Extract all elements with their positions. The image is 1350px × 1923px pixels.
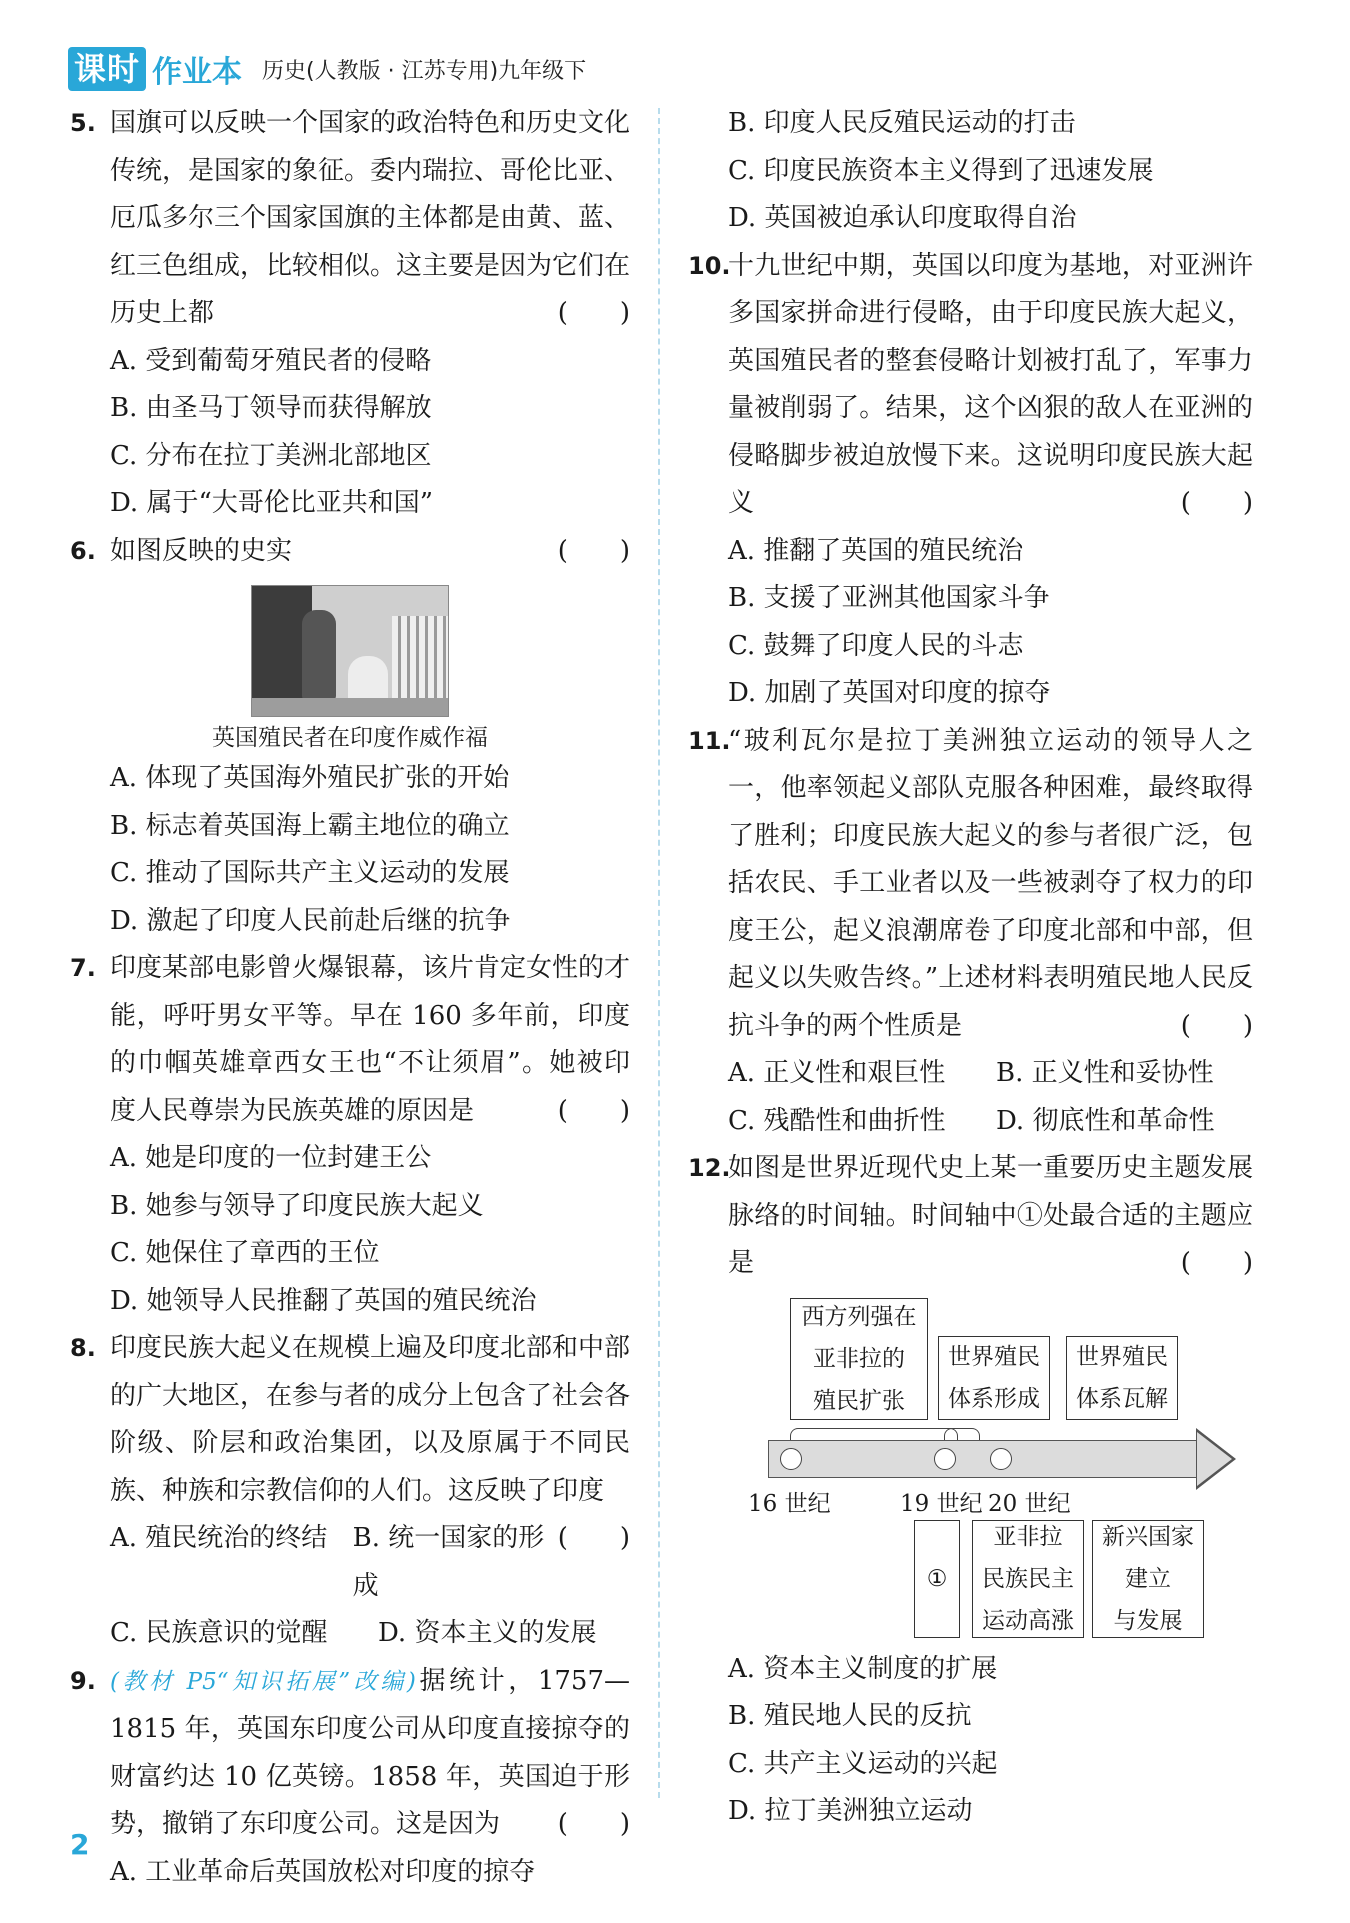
- question-stem: 如图是世界近现代史上某一重要历史主题发展脉络的时间轴。时间轴中①处最合适的主题应是 ( ): [728, 1145, 1253, 1288]
- option: B. 由圣马丁领导而获得解放: [110, 393, 432, 423]
- option: B. 标志着英国海上霸主地位的确立: [110, 810, 510, 841]
- option: B. 统一国家的形成: [352, 1523, 545, 1601]
- question-stem: 国旗可以反映一个国家的政治特色和历史文化传统，是国家的象征。委内瑞拉、哥伦比亚、厄瓜多尔三个国家国旗的主体都是由黄、蓝、红三色组成，比较相似。这主要是因为它们在历史上都 ( ): [110, 100, 630, 338]
- question-number: 12.: [688, 1154, 731, 1182]
- question-stem: 十九世纪中期，英国以印度为基地，对亚洲许多国家拼命进行侵略，由于印度民族大起义，英国殖民者的整套侵略计划被打乱了，军事力量被削弱了。结果，这个凶狠的敌人在亚洲的侵略脚步被迫放慢下来。这说明印度民族大起义 ( ): [728, 243, 1253, 528]
- timeline-label: 16 世纪: [748, 1490, 831, 1517]
- timeline-label: 19 世纪: [900, 1490, 983, 1517]
- timeline-box-colonial-expansion: 西方列强在 亚非拉的 殖民扩张: [790, 1298, 928, 1420]
- colonial-photo: [251, 585, 449, 717]
- option: A. 正义性和艰巨性: [728, 1058, 946, 1088]
- question-number: 11.: [688, 726, 731, 755]
- question-stem: 如图反映的史实 ( ): [110, 528, 630, 576]
- option: A. 资本主义制度的扩展: [728, 1653, 998, 1684]
- option: B. 印度人民反殖民运动的打击: [728, 108, 1076, 138]
- option: B. 支援了亚洲其他国家斗争: [728, 583, 1050, 613]
- left-column: [70, 100, 630, 1896]
- option: D. 拉丁美洲独立运动: [728, 1796, 973, 1826]
- answer-paren: ( ): [557, 535, 630, 566]
- timeline-node: [934, 1448, 956, 1470]
- option-row: [70, 1610, 630, 1658]
- timeline-label: 20 世纪: [988, 1490, 1071, 1517]
- figure-caption: 英国殖民者在印度作威作福: [212, 725, 488, 751]
- option: B. 殖民地人民的反抗: [728, 1701, 972, 1731]
- option: B. 正义性和妥协性: [996, 1058, 1214, 1088]
- question-11: [688, 718, 1253, 1051]
- timeline-diagram: [748, 1298, 1238, 1638]
- option: D. 属于“大哥伦比亚共和国”: [110, 488, 434, 518]
- answer-paren: ( ): [1180, 1010, 1253, 1041]
- question-5: [70, 100, 630, 338]
- option: C. 共产主义运动的兴起: [728, 1748, 998, 1779]
- timeline-box-system-collapsed: 世界殖民 体系瓦解: [1066, 1336, 1178, 1420]
- page-number: 2: [70, 1828, 90, 1861]
- question-10: [688, 243, 1253, 528]
- question-stem: 印度民族大起义在规模上遍及印度北部和中部的广大地区，在参与者的成分上包含了社会各阶级、阶层和政治集团，以及原属于不同民族、种族和宗教信仰的人们。这反映了印度 ( ): [110, 1325, 630, 1515]
- timeline-box-blank: ①: [914, 1520, 960, 1638]
- question-number: 10.: [688, 251, 731, 280]
- option: A. 受到葡萄牙殖民者的侵略: [110, 345, 432, 376]
- question-number: 9.: [70, 1666, 96, 1695]
- answer-paren: ( ): [1180, 488, 1253, 518]
- answer-paren: ( ): [1180, 1248, 1253, 1278]
- option: D. 激起了印度人民前赴后继的抗争: [110, 905, 511, 936]
- question-number: 6.: [70, 536, 96, 565]
- option-row: [688, 1050, 1253, 1098]
- option-row: [688, 1098, 1253, 1146]
- answer-paren: ( ): [557, 298, 630, 328]
- option: D. 英国被迫承认印度取得自治: [728, 203, 1077, 233]
- question-number: 7.: [70, 954, 96, 982]
- question-stem: “玻利瓦尔是拉丁美洲独立运动的领导人之一，他率领起义部队克服各种困难，最终取得了胜利；印度民族大起义的参与者很广泛，包括农民、手工业者以及一些被剥夺了权力的印度王公，起义浪潮席卷了印度北部和中部，但起义以失败告终。”上述材料表明殖民地人民反抗斗争的两个性质是 ( ): [728, 718, 1253, 1051]
- question-stem: (教材 P5“知识拓展”改编)据统计，1757—1815 年，英国东印度公司从印度直接掠夺的财富约达 10 亿英镑。1858 年，英国迫于形势，撤销了东印度公司。这是因为 ( ): [110, 1658, 630, 1849]
- option: A. 殖民统治的终结: [110, 1523, 328, 1553]
- option-row: [70, 1515, 550, 1610]
- option: C. 印度民族资本主义得到了迅速发展: [728, 155, 1154, 186]
- figure: [70, 585, 630, 755]
- question-number: 8.: [70, 1334, 96, 1362]
- timeline-box-new-nations: 新兴国家 建立 与发展: [1092, 1520, 1204, 1638]
- question-6: [70, 528, 630, 576]
- right-column: [688, 100, 1253, 1836]
- question-stem: 印度某部电影曾火爆银幕，该片肯定女性的才能，呼吁男女平等。早在 160 多年前，印度的巾帼英雄章西女王也“不让须眉”。她被印度人民尊崇为民族英雄的原因是 ( ): [110, 945, 630, 1135]
- option: B. 她参与领导了印度民族大起义: [110, 1190, 484, 1221]
- option: D. 她领导人民推翻了英国的殖民统治: [110, 1285, 537, 1316]
- option: D. 资本主义的发展: [378, 1618, 597, 1648]
- source-hint: (教材 P5“知识拓展”改编): [110, 1668, 416, 1695]
- column-divider: [658, 108, 660, 1798]
- option: C. 残酷性和曲折性: [728, 1105, 946, 1136]
- brand-logo: 课时: [68, 47, 146, 91]
- answer-paren: ( ): [557, 1809, 630, 1839]
- page-header: [68, 46, 586, 92]
- timeline-box-system-formed: 世界殖民 体系形成: [938, 1336, 1050, 1420]
- subject-title: 历史(人教版 · 江苏专用)九年级下: [262, 58, 587, 84]
- timeline-box-national-movements: 亚非拉 民族民主 运动高涨: [972, 1520, 1084, 1638]
- option: C. 民族意识的觉醒: [110, 1618, 328, 1648]
- answer-paren: ( ): [557, 1523, 630, 1553]
- option: A. 推翻了英国的殖民统治: [728, 535, 1024, 566]
- timeline-node: [990, 1448, 1012, 1470]
- timeline-node: [780, 1448, 802, 1470]
- option: C. 她保住了章西的王位: [110, 1238, 380, 1268]
- option: A. 她是印度的一位封建王公: [110, 1143, 432, 1173]
- question-9: [70, 1658, 630, 1849]
- option: A. 工业革命后英国放松对印度的掠夺: [110, 1856, 536, 1887]
- brand-name: 作业本: [152, 55, 243, 90]
- option: D. 加剧了英国对印度的掠夺: [728, 678, 1051, 708]
- question-number: 5.: [70, 109, 96, 137]
- option: D. 彻底性和革命性: [996, 1105, 1215, 1136]
- timeline-arrow: [768, 1440, 1198, 1478]
- option: C. 鼓舞了印度人民的斗志: [728, 630, 1024, 661]
- question-7: [70, 945, 630, 1135]
- option: C. 分布在拉丁美洲北部地区: [110, 440, 432, 471]
- answer-paren: ( ): [557, 1095, 630, 1126]
- option: C. 推动了国际共产主义运动的发展: [110, 858, 510, 888]
- option: A. 体现了英国海外殖民扩张的开始: [110, 763, 510, 793]
- question-12: [688, 1145, 1253, 1288]
